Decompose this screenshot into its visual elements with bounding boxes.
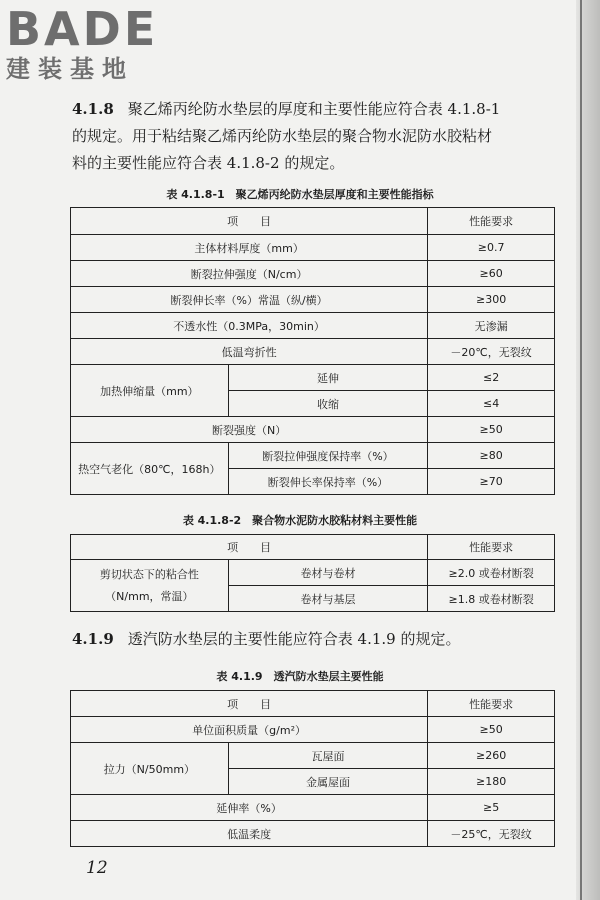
paragraph-line: 聚乙烯丙纶防水垫层的厚度和主要性能应符合表 4.1.8-1 [127,100,501,118]
sub-item-cell: 收缩 [228,391,428,417]
requirement-cell: －25℃，无裂纹 [428,821,555,847]
logo-subtitle: 建装基地 [6,55,134,83]
clause-number: 4.1.8 [72,100,114,118]
item-cell: 延伸率（%） [71,795,428,821]
logo-word: BADE [6,2,159,56]
table-4-1-9 [70,690,555,847]
page-edge [576,0,600,900]
item-cell: 单位面积质量（g/m²） [71,717,428,743]
item-cell: 断裂拉伸强度（N/cm） [71,261,428,287]
header-item: 项 目 [71,535,428,560]
table-row [71,717,555,743]
requirement-cell: ≥180 [428,769,555,795]
clause-number: 4.1.9 [72,630,114,648]
header-item: 项 目 [71,691,428,717]
paragraph-line: 的规定。用于粘结聚乙烯丙纶防水垫层的聚合物水泥防水胶粘材 [72,127,493,145]
sub-item-cell: 卷材与卷材 [228,560,428,586]
table-row [71,743,555,769]
sub-item-cell: 瓦屋面 [228,743,427,769]
table-row [71,365,555,391]
table-caption: 表 4.1.8-2 聚合物水泥防水胶粘材料主要性能 [182,514,418,527]
requirement-cell: ≤4 [428,391,555,417]
sub-item-cell: 卷材与基层 [228,586,428,612]
sub-item-cell: 断裂拉伸强度保持率（%） [228,443,428,469]
group-cell: 拉力（N/50mm） [71,743,229,795]
item-cell: 不透水性（0.3MPa，30min） [71,313,428,339]
header-requirement: 性能要求 [428,691,555,717]
requirement-cell: －20℃，无裂纹 [428,339,555,365]
table-row [71,261,555,287]
table-row [71,313,555,339]
table-caption: 表 4.1.9 透汽防水垫层主要性能 [216,670,384,683]
group-cell [71,560,229,612]
table-row [71,795,555,821]
sub-item-cell: 金属屋面 [228,769,427,795]
group-cell: 加热伸缩量（mm） [71,365,229,417]
header-item: 项 目 [71,208,428,235]
item-cell: 低温柔度 [71,821,428,847]
table-row [71,560,555,586]
sub-item-cell: 断裂伸长率保持率（%） [228,469,428,495]
paragraph-4-1-8 [72,96,572,177]
item-cell: 主体材料厚度（mm） [71,235,428,261]
table-header-row [71,535,555,560]
paragraph-4-1-9 [72,626,572,653]
requirement-cell: ≥5 [428,795,555,821]
table-caption: 表 4.1.8-1 聚乙烯丙纶防水垫层厚度和主要性能指标 [166,188,434,201]
requirement-cell: ≥50 [428,717,555,743]
logo [6,4,176,84]
requirement-cell: ≥1.8 或卷材断裂 [428,586,555,612]
paragraph-line: 透汽防水垫层的主要性能应符合表 4.1.9 的规定。 [127,630,461,648]
requirement-cell: 无渗漏 [428,313,555,339]
sub-item-cell: 延伸 [228,365,428,391]
header-requirement: 性能要求 [428,208,555,235]
table-header-row [71,691,555,717]
requirement-cell: ≥70 [428,469,555,495]
requirement-cell: ≥260 [428,743,555,769]
requirement-cell: ≤2 [428,365,555,391]
table-4-1-8-2 [70,534,555,612]
header-requirement: 性能要求 [428,535,555,560]
group-line: 剪切状态下的粘合性 [99,567,199,581]
group-cell: 热空气老化（80℃，168h） [71,443,229,495]
requirement-cell: ≥80 [428,443,555,469]
group-line: （N/mm，常温） [105,589,194,603]
item-cell: 断裂伸长率（%）常温（纵/横） [71,287,428,313]
table-row [71,287,555,313]
table-row [71,443,555,469]
table-4-1-8-1 [70,207,555,495]
page-number: 12 [86,858,108,878]
requirement-cell: ≥2.0 或卷材断裂 [428,560,555,586]
table-row [71,417,555,443]
table-row [71,339,555,365]
table-header-row [71,208,555,235]
item-cell: 断裂强度（N） [71,417,428,443]
requirement-cell: ≥60 [428,261,555,287]
paragraph-line: 料的主要性能应符合表 4.1.8-2 的规定。 [72,154,345,172]
requirement-cell: ≥300 [428,287,555,313]
table-row [71,821,555,847]
table-row [71,235,555,261]
requirement-cell: ≥50 [428,417,555,443]
item-cell: 低温弯折性 [71,339,428,365]
requirement-cell: ≥0.7 [428,235,555,261]
